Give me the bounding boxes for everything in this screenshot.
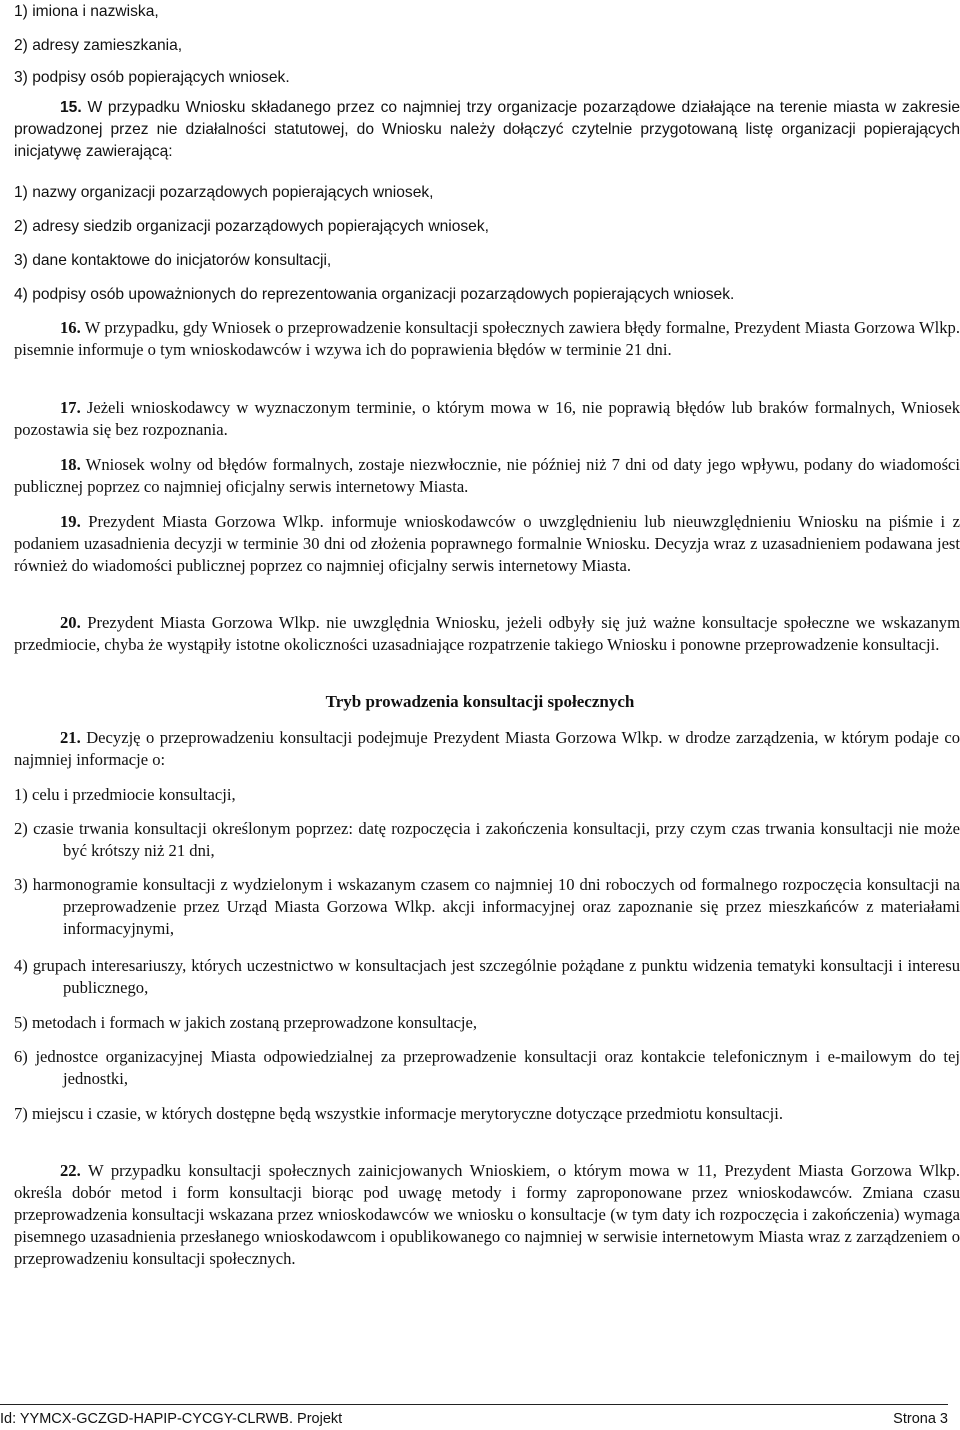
paragraph-15-item-2: 2) adresy siedzib organizacji pozarządowych popierających wniosek, <box>14 218 489 235</box>
paragraph-22-text: W przypadku konsultacji społecznych zainicjowanych Wnioskiem, o którym mowa w 11, Prezydent Miasta Gorzowa Wlkp. określa dobór metod i form konsultacji biorąc pod uwagę metody i formy zaproponowane przez wnioskodawców. Zmiana czasu przeprowadzenia konsultacji wskazana przez wnioskodawców we wniosku o konsultacje (w tym daty ich rozpoczęcia i zakończenia) wymaga pisemnego uzasadnienia przesłanego wnioskodawcom i opublikowanego co najmniej w serwisie internetowym Miasta wraz z zarządzeniem o przeprowadzeniu konsultacji społecznych. <box>14 1161 960 1268</box>
paragraph-18-number: 18. <box>60 455 81 474</box>
paragraph-16-number: 16. <box>60 318 81 337</box>
footer-document-id: Id: YYMCX-GCZGD-HAPIP-CYCGY-CLRWB. Projekt <box>0 1411 343 1427</box>
paragraph-22 <box>14 1160 960 1270</box>
paragraph-21-item-7: 7) miejscu i czasie, w których dostępne będą wszystkie informacje merytoryczne dotyczące przedmiotu konsultacji. <box>14 1104 784 1123</box>
paragraph-15 <box>14 97 960 163</box>
paragraph-21-item-3: 3) harmonogramie konsultacji z wydzielonym i wskazanym czasem co najmniej 10 dni roboczych od formalnego rozpoczęcia konsultacji na przeprowadzenie przez Urząd Miasta Gorzowa Wlkp. akcji informacyjnej oraz zapoznanie się przez mieszkańców z materiałami informacyjnymi, <box>14 875 960 938</box>
paragraph-16-text: W przypadku, gdy Wniosek o przeprowadzenie konsultacji społecznych zawiera błędy formalne, Prezydent Miasta Gorzowa Wlkp. pisemnie informuje o tym wnioskodawców i wzywa ich do poprawienia błędów w terminie 21 dni. <box>14 318 960 359</box>
top-list-item-1: 1) imiona i nazwiska, <box>14 3 159 20</box>
paragraph-18 <box>14 454 960 498</box>
paragraph-20-number: 20. <box>60 613 81 632</box>
paragraph-21-text: Decyzję o przeprowadzeniu konsultacji podejmuje Prezydent Miasta Gorzowa Wlkp. w drodze zarządzenia, w którym podaje co najmniej informacje o: <box>14 728 960 769</box>
paragraph-15-item-1: 1) nazwy organizacji pozarządowych popierających wniosek, <box>14 184 434 201</box>
paragraph-17-text: Jeżeli wnioskodawcy w wyznaczonym terminie, o którym mowa w 16, nie poprawią błędów lub braków formalnych, Wniosek pozostawia się bez rozpoznania. <box>14 398 960 439</box>
paragraph-17-number: 17. <box>60 398 81 417</box>
section-heading: Tryb prowadzenia konsultacji społecznych <box>325 692 635 711</box>
paragraph-21-item-2: 2) czasie trwania konsultacji określonym poprzez: datę rozpoczęcia i zakończenia konsultacji, przy czym czas trwania konsultacji nie może być krótszy niż 21 dni, <box>14 819 960 860</box>
paragraph-21-item-6: 6) jednostce organizacyjnej Miasta odpowiedzialnej za przeprowadzenie konsultacji oraz kontakcie telefonicznym i e-mailowym do tej jednostki, <box>14 1047 960 1088</box>
footer-divider <box>0 1404 948 1405</box>
paragraph-15-number: 15. <box>60 99 82 116</box>
paragraph-17 <box>14 397 960 441</box>
paragraph-15-text: W przypadku Wniosku składanego przez co najmniej trzy organizacje pozarządowe działające na terenie miasta w zakresie prowadzonej przez nie działalności statutowej, do Wniosku należy dołączyć czytelnie przygotowaną listę organizacji popierających inicjatywę zawierającą: <box>14 99 960 160</box>
paragraph-19-text: Prezydent Miasta Gorzowa Wlkp. informuje wnioskodawców o uwzględnieniu lub nieuwzględnieniu Wniosku na piśmie i z podaniem uzasadnienia decyzji w terminie 30 dni od złożenia poprawnego formalnie Wniosku. Decyzja wraz z uzasadnieniem podawana jest również do wiadomości publicznej poprzez co najmniej oficjalny serwis internetowy Miasta. <box>14 512 960 575</box>
paragraph-21-item-1: 1) celu i przedmiocie konsultacji, <box>14 785 236 804</box>
footer-page-number: Strona 3 <box>893 1411 948 1427</box>
paragraph-21-number: 21. <box>60 728 81 747</box>
top-list-item-3: 3) podpisy osób popierających wniosek. <box>14 69 290 86</box>
paragraph-19 <box>14 511 960 577</box>
paragraph-19-number: 19. <box>60 512 81 531</box>
paragraph-20-text: Prezydent Miasta Gorzowa Wlkp. nie uwzględnia Wniosku, jeżeli odbyły się już ważne konsultacje społeczne we wskazanym przedmiocie, chyba że wystąpiły istotne okoliczności uzasadniające rozpatrzenie takiego Wniosku i ponowne przeprowadzenie konsultacji. <box>14 613 960 654</box>
paragraph-21 <box>14 727 960 771</box>
paragraph-15-item-4: 4) podpisy osób upoważnionych do reprezentowania organizacji pozarządowych popierających wniosek. <box>14 286 735 303</box>
top-list-item-2: 2) adresy zamieszkania, <box>14 37 183 54</box>
paragraph-21-item-5: 5) metodach i formach w jakich zostaną przeprowadzone konsultacje, <box>14 1013 478 1032</box>
paragraph-20 <box>14 612 960 656</box>
paragraph-18-text: Wniosek wolny od błędów formalnych, zostaje niezwłocznie, nie później niż 7 dni od daty jego wpływu, podany do wiadomości publicznej poprzez co najmniej oficjalny serwis internetowy Miasta. <box>14 455 960 496</box>
paragraph-15-item-3: 3) dane kontaktowe do inicjatorów konsultacji, <box>14 252 332 269</box>
paragraph-22-number: 22. <box>60 1161 81 1180</box>
paragraph-16 <box>14 317 960 361</box>
paragraph-21-item-4: 4) grupach interesariuszy, których uczestnictwo w konsultacjach jest szczególnie pożądane z punktu widzenia tematyki konsultacji i interesu publicznego, <box>14 956 960 997</box>
